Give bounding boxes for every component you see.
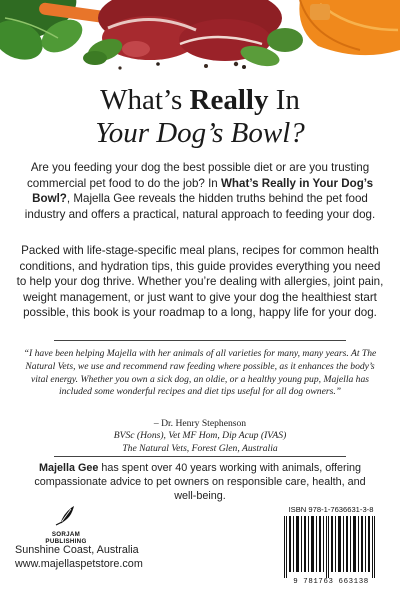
blurb-1-lead: Are you feeding your dog the best possible diet or are you trusting commercial pet food to do the job? In <box>26 161 370 190</box>
blurb-1-book-title: What’s Really in Your Dog’s Bowl? <box>32 176 374 205</box>
blurb-paragraph-2: Packed with life-stage-specific meal plans, recipes for common health conditions, and hydration tips, this guide provides everything you need to help your dog thrive. Whether you’re dealing with allergies, joint pain, weight management, or just want to give your dog the healthiest start possible, this book is your roadmap to a long, happy life for your dog. <box>16 244 384 319</box>
isbn-number: ISBN 978-1-7636631-3-8 <box>288 505 374 514</box>
attribution-credentials: BVSc (Hons), Vet MF Hom, Dip Acup (IVAS) <box>113 430 287 442</box>
publisher-logo <box>40 504 92 545</box>
food-illustration <box>0 0 400 90</box>
quill-icon <box>40 504 92 526</box>
title-emphasis: Really <box>189 84 269 116</box>
author-bio-text: has spent over 40 years working with animals, offering compassionate advice to pet owners on responsible care, health, and well-being. <box>34 462 366 502</box>
title-line-2: Your Dog’s Bowl? <box>95 117 305 149</box>
author-bio <box>22 461 378 503</box>
author-name: Majella Gee <box>38 462 99 474</box>
barcode-digits: 9 781763 663138 <box>293 578 369 586</box>
title-part-1: What’s <box>100 84 190 116</box>
blurb-paragraph-1 <box>14 160 386 222</box>
cover-title <box>0 84 400 150</box>
blurb-1-tail: , Majella Gee reveals the hidden truths behind the pet food industry and offers a practical, natural approach to feeding your dog. <box>24 192 376 221</box>
attribution-name: – Dr. Henry Stephenson <box>153 418 247 429</box>
contact-info <box>15 544 143 571</box>
title-line-1 <box>0 84 400 117</box>
attribution-practice: The Natural Vets, Forest Glen, Australia <box>122 442 278 454</box>
title-part-2: In <box>268 84 300 116</box>
testimonial-attribution <box>60 418 340 455</box>
barcode-bars <box>280 516 382 578</box>
website-link[interactable]: www.majellaspetstore.com <box>15 557 143 570</box>
publisher-name-line-2: PUBLISHING <box>45 538 87 545</box>
divider-bottom <box>54 456 346 457</box>
isbn-barcode <box>276 505 386 591</box>
divider-top <box>54 340 346 341</box>
location-text: Sunshine Coast, Australia <box>15 544 139 556</box>
publisher-name-line-1: SORJAM <box>51 531 81 538</box>
testimonial-quote: “I have been helping Majella with her animals of all varieties for many, many years. At The Natural Vets, we use and recommend raw feeding where possible, as it enhances the body’s vital energy. Whether you own a sick dog, an oldie, or a healthy young pup, Majella has included some wonderful recipes and diet tips useful for all dog owners.” <box>23 348 377 398</box>
food-hero-image <box>0 0 400 90</box>
